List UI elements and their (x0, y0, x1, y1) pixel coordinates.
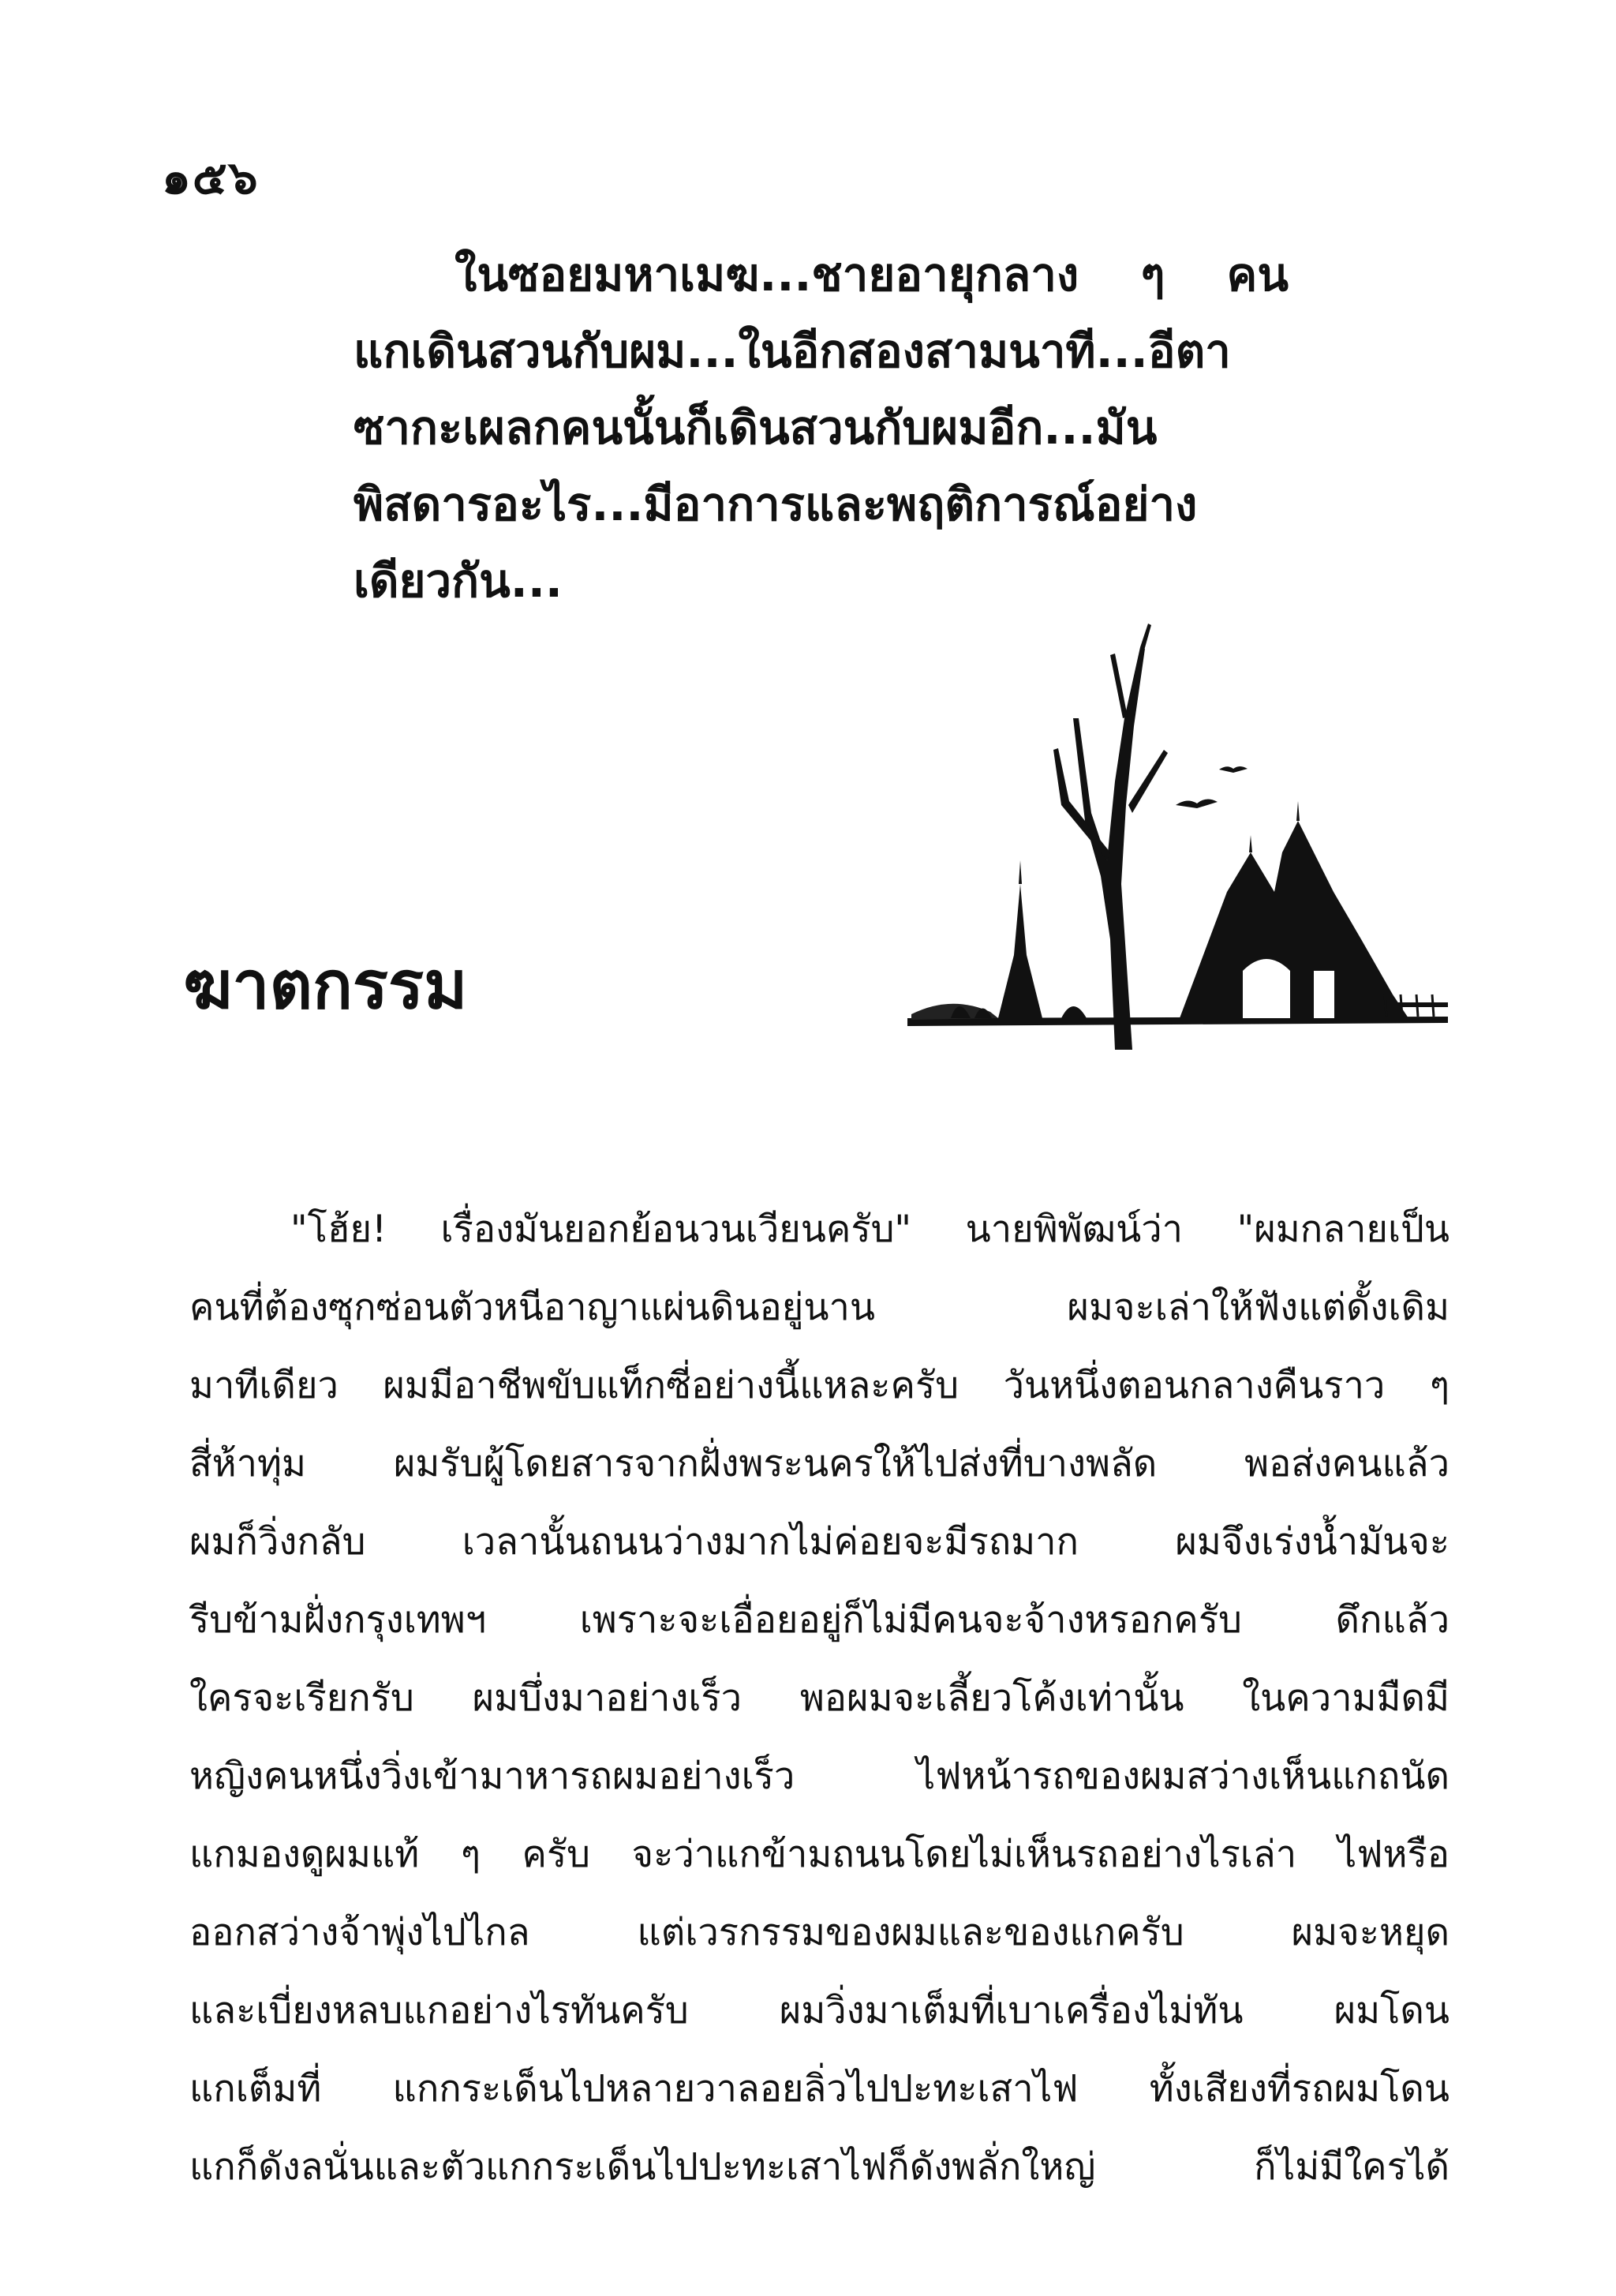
body-line: และเบี่ยงหลบแกอย่างไรทันครับ ผมวิ่งมาเต็มที่เบาเครื่องไม่ทัน ผมโดน (189, 1989, 1450, 2032)
chapter-intro (354, 237, 1289, 620)
body-line: "โฮ้ย! เรื่องมันยอกย้อนวนเวียนครับ" นายพิพัฒน์ว่า "ผมกลายเป็น (290, 1208, 1450, 1251)
body-line: แกเต็มที่ แกกระเด็นไปหลายวาลอยลิ่วไปปะทะเสาไฟ ทั้งเสียงที่รถผมโดน (189, 2067, 1450, 2111)
body-line: หญิงคนหนึ่งวิ่งเข้ามาหารถผมอย่างเร็ว ไฟหน้ารถของผมสว่างเห็นแกถนัด (189, 1755, 1450, 1798)
intro-line: แกเดินสวนกับผม...ในอีกสองสามนาที...อีตา (354, 324, 1231, 378)
chapter-title: ฆาตกรรม (183, 946, 468, 1024)
body-line: ผมก็วิ่งกลับ เวลานั้นถนนว่างมากไม่ค่อยจะมีรถมาก ผมจึงเร่งน้ำมันจะ (189, 1520, 1450, 1564)
body-line: แกก็ดังลนั่นและตัวแกกระเด็นไปปะทะเสาไฟก็ดังพลั่กใหญ่ ก็ไม่มีใครได้ (189, 2145, 1450, 2189)
body-line: มาทีเดียว ผมมีอาชีพขับแท็กซี่อย่างนี้แหละครับ วันหนึ่งตอนกลางคืนราว ๆ (189, 1364, 1450, 1407)
intro-line: ซากะเผลกคนนั้นก็เดินสวนกับผมอีก...มัน (354, 401, 1158, 455)
body-line: ออกสว่างจ้าพุ่งไปไกล แต่เวรกรรมของผมและของแกครับ ผมจะหยุด (189, 1911, 1450, 1954)
body-line: แกมองดูผมแท้ ๆ ครับ จะว่าแกข้ามถนนโดยไม่เห็นรถอย่างไรเล่า ไฟหรือ (189, 1833, 1450, 1876)
body-line: รีบข้ามฝั่งกรุงเทพฯ เพราะจะเอื่อยอยู่ก็ไม่มีคนจะจ้างหรอกครับ ดึกแล้ว (189, 1598, 1450, 1642)
intro-line: พิสดารอะไร...มีอาการและพฤติการณ์อย่าง (354, 478, 1198, 531)
body-line: สี่ห้าทุ่ม ผมรับผู้โดยสารจากฝั่งพระนครให้ไปส่งที่บางพลัด พอส่งคนแล้ว (189, 1442, 1450, 1485)
temple-tree-icon (903, 624, 1448, 1066)
body-text (189, 1190, 1450, 2206)
page-number: ๑๕๖ (162, 151, 260, 204)
body-line: ใครจะเรียกรับ ผมบึ่งมาอย่างเร็ว พอผมจะเลี้ยวโค้งเท่านั้น ในความมืดมี (189, 1676, 1450, 1720)
intro-line: เดียวกัน... (354, 554, 563, 608)
intro-line: ในซอยมหาเมฆ...ชายอายุกลาง ๆ คน (454, 248, 1289, 302)
body-line: คนที่ต้องซุกซ่อนตัวหนีอาญาแผ่นดินอยู่นาน ผมจะเล่าให้ฟังแต่ดั้งเดิม (189, 1286, 1450, 1329)
